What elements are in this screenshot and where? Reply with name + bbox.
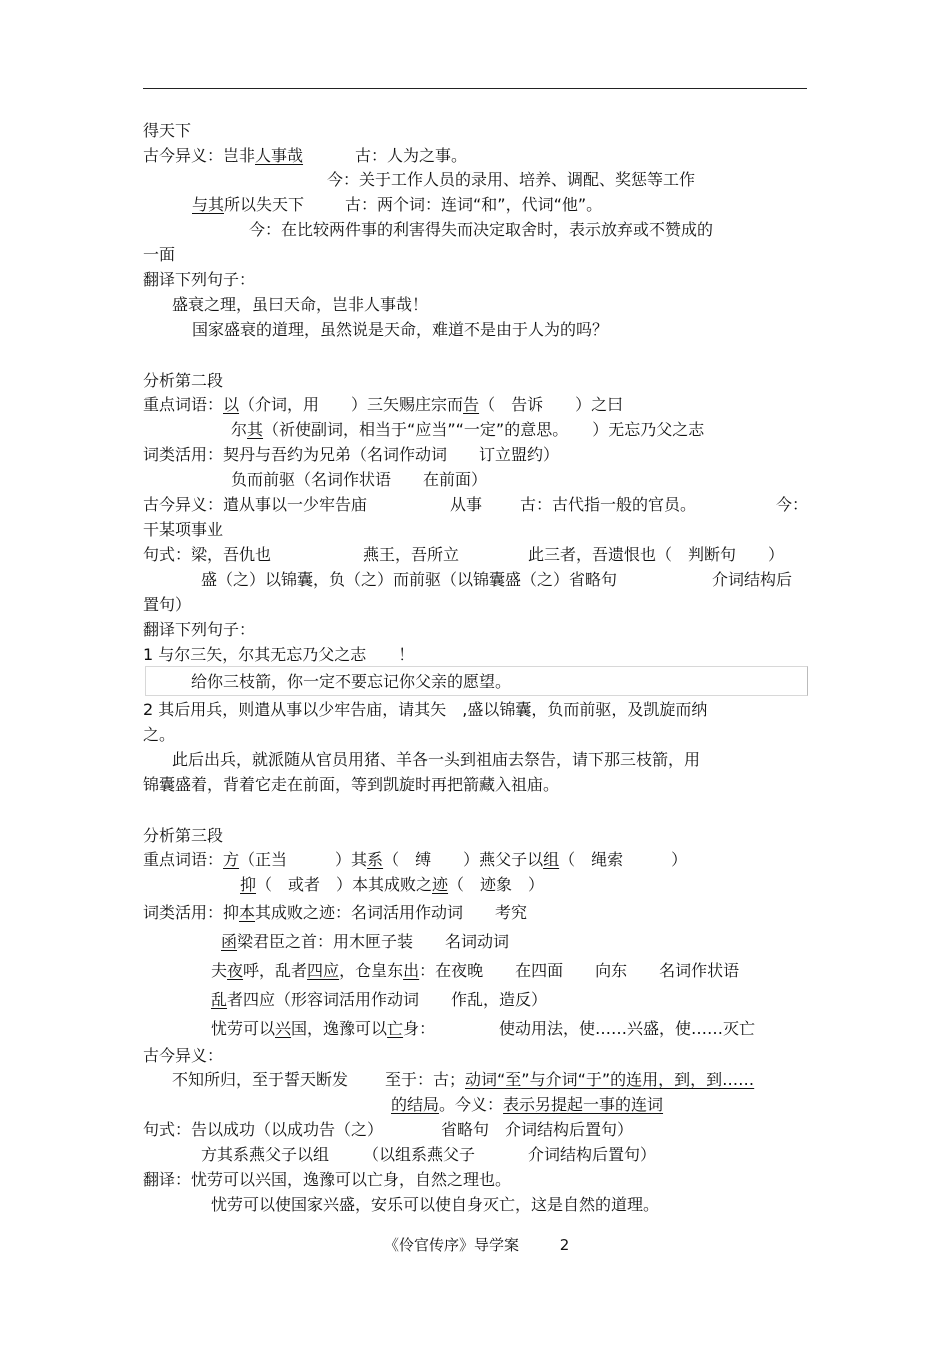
page-footer (384, 1234, 569, 1255)
text-line: 乱者四应（形容词活用作动词 作乱，造反） (211, 990, 548, 1009)
text-line: 词类活用：契丹与吾约为兄弟（名词作动词 订立盟约） (143, 445, 560, 464)
text-line: 介词结构后置句） (528, 1145, 657, 1164)
text-line: 与其所以失天下 (192, 195, 305, 214)
section-heading: 分析第三段 (143, 826, 224, 845)
text-line: 省略句 介词结构后置句） (441, 1120, 634, 1139)
text-line: 重点词语：方（正当 ）其系（ 缚 ）燕父子以组（ 绳索 ） (143, 850, 688, 869)
text-line: 函梁君臣之首：用木匣子装 名词动词 (221, 932, 510, 951)
text-line: 2 其后用兵，则遣从事以少牢告庙，请其矢 ,盛以锦囊，负而前驱，及凯旋而纳 (143, 700, 708, 719)
text-line: 古今异义： (143, 1046, 224, 1065)
text-line: （以组系燕父子 (363, 1145, 476, 1164)
text-line: 给你三枝箭，你一定不要忘记你父亲的愿望。 (191, 672, 512, 691)
footer-title: 《伶官传序》导学案 (384, 1236, 520, 1254)
header-rule (143, 88, 807, 89)
text-line: 句式：告以成功（以成功告（之） (143, 1120, 384, 1139)
text-line: 之。 (143, 725, 176, 744)
text-line: 燕王，吾所立 (363, 545, 460, 564)
text-line: 1 与尔三矢，尔其无忘乃父之志 ！ (143, 645, 415, 664)
text-line: 置句） (143, 595, 192, 614)
page-number: 2 (559, 1236, 570, 1254)
text-line: 句式：梁，吾仇也 (143, 545, 272, 564)
text-line: 介词结构后 (712, 570, 793, 589)
text-line: 的结局。今义：表示另提起一事的连词 (391, 1095, 664, 1114)
text-line: 古：古代指一般的官员。 (520, 495, 697, 514)
text-line: 今：关于工作人员的录用、培养、调配、奖惩等工作 (327, 170, 696, 189)
text-line: 不知所归，至于誓天断发 (172, 1070, 349, 1089)
text-line: 古：人为之事。 (355, 146, 468, 165)
text-line: 使动用法，使……兴盛，使……灭亡 (499, 1019, 756, 1038)
text-line: 国家盛衰的道理，虽然说是天命，难道不是由于人为的吗？ (192, 320, 609, 339)
text-line: 今：在比较两件事的利害得失而决定取舍时，表示放弃或不赞成的 (249, 220, 714, 239)
text-line: 从事 (450, 495, 483, 514)
text-line: 古今异义：岂非人事哉 (143, 146, 304, 165)
text-line: 至于：古；动词“至”与介词“于”的连用，到，到…… (385, 1070, 755, 1089)
text-line: 忧劳可以兴国，逸豫可以亡身： (211, 1019, 436, 1038)
text-line: 词类活用：抑本其成败之迹：名词活用作动词 考究 (143, 903, 528, 922)
text-line: 干某项事业 (143, 520, 224, 539)
text-line: 此三者，吾遗恨也（ 判断句 ） (528, 545, 785, 564)
text-line: 夫夜呼，乱者四应，仓皇东出：在夜晚 在四面 向东 名词作状语 (211, 961, 740, 980)
text-line: 古：两个词：连词“和”，代词“他”。 (345, 195, 603, 214)
text-line: 盛衰之理，虽曰天命，岂非人事哉！ (172, 295, 429, 314)
text-line: 翻译下列句子： (143, 620, 256, 639)
text-line: 一面 (143, 245, 176, 264)
text-line: 盛（之）以锦囊，负（之）而前驱（以锦囊盛（之）省略句 (201, 570, 618, 589)
text-line: 锦囊盛着，背着它走在前面，等到凯旋时再把箭藏入祖庙。 (143, 775, 560, 794)
text-line: 尔其（祈使副词，相当于“应当”“一定”的意思。 ）无忘乃父之志 (231, 420, 705, 439)
text-line: 翻译下列句子： (143, 270, 256, 289)
text-line: 重点词语：以（介词，用 ）三矢赐庄宗而告（ 告诉 ）之曰 (143, 395, 624, 414)
text-line: 翻译：忧劳可以兴国，逸豫可以亡身，自然之理也。 (143, 1170, 512, 1189)
text-line: 古今异义：遣从事以一少牢告庙 (143, 495, 368, 514)
text-line: 负而前驱（名词作状语 在前面） (231, 470, 488, 489)
text-line: 抑（ 或者 ）本其成败之迹（ 迹象 ） (240, 875, 545, 894)
text-line: 方其系燕父子以组 (201, 1145, 330, 1164)
text-line: 忧劳可以使国家兴盛，安乐可以使自身灭亡，这是自然的道理。 (211, 1195, 660, 1214)
section-heading: 分析第二段 (143, 371, 224, 390)
text-line: 此后出兵，就派随从官员用猪、羊各一头到祖庙去祭告，请下那三枝箭，用 (172, 750, 701, 769)
text-line: 得天下 (143, 121, 192, 140)
text-line: 今： (776, 495, 809, 514)
